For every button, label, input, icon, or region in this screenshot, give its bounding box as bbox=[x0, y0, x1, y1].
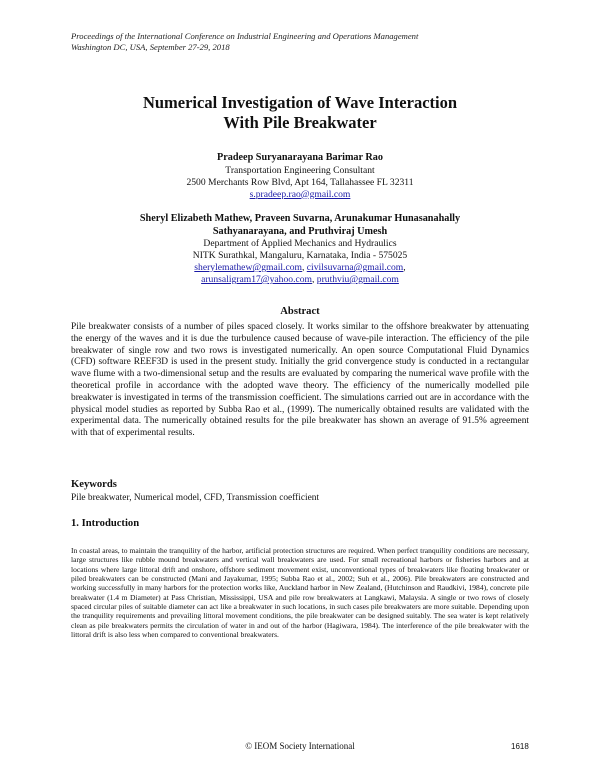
paper-title-line-1: Numerical Investigation of Wave Interaction bbox=[142, 93, 458, 112]
paper-title-line-2: With Pile Breakwater bbox=[223, 113, 377, 132]
keywords-heading: Keywords bbox=[71, 479, 117, 490]
abstract-paragraph: Pile breakwater consists of a number of piles spaced closely. It works similar to the offshore breakwater by attenuating the energy of the waves and it is due the turbulence caused because of wave-pile interaction. The efficiency of the pile breakwater of single row and two rows is investigated numerically. An open source Computational Fluid Dynamics (CFD) software REEF3D is used in the present study. Initially the grid convergence study is conducted in a rectangular wave flume with a two-dimensional setup and the results are evaluated by comparing the numerical wave profile with the theoretical profile in accordance with the adopted wave theory. The efficiency of the numerically modelled pile breakwater is investigated in terms of the transmission coefficient. The simulations carried out are in accordance with the physical model studies as reported by Subba Rao et al., (1999). The numerically obtained results are validated with the experimental data. The numerically obtained results for the pile breakwater has shown an average of 91.5% agreement with that of experimental results. bbox=[71, 322, 529, 439]
abstract-heading: Abstract bbox=[280, 306, 320, 317]
author-address: 2500 Merchants Row Blvd, Apt 164, Tallahassee FL 32311 bbox=[186, 176, 414, 188]
co-author-institute: NITK Surathkal, Mangaluru, Karnataka, India - 575025 bbox=[192, 250, 408, 261]
author-affiliation: Transportation Engineering Consultant bbox=[225, 164, 375, 176]
introduction-heading: 1. Introduction bbox=[71, 518, 140, 529]
proceedings-location-date: Washington DC, USA, September 27-29, 2018 bbox=[71, 42, 230, 52]
co-author-email-link-3[interactable]: arunsaligram17@yahoo.com bbox=[201, 274, 312, 285]
co-author-department: Department of Applied Mechanics and Hydraulics bbox=[203, 238, 397, 249]
keywords-list: Pile breakwater, Numerical model, CFD, Transmission coefficient bbox=[71, 493, 320, 503]
co-author-email-link-2[interactable]: civilsuvarna@gmail.com bbox=[306, 262, 404, 273]
co-author-email-link-1[interactable]: sherylemathew@gmail.com bbox=[194, 262, 302, 273]
author-name: Pradeep Suryanarayana Barimar Rao bbox=[217, 152, 383, 163]
author-email-link[interactable]: s.pradeep.rao@gmail.com bbox=[249, 188, 351, 200]
co-author-names-line-2: Sathyanarayana, and Pruthviraj Umesh bbox=[212, 225, 388, 237]
proceedings-title: Proceedings of the International Conference on Industrial Engineering and Operations Management bbox=[71, 31, 419, 41]
paper-title bbox=[60, 93, 540, 133]
page-number: 1618 bbox=[511, 742, 529, 751]
author-block-2: Sheryl Elizabeth Mathew, Praveen Suvarna, Arunakumar Hunasanahally Sathyanarayana, and Pruthviraj Umesh Department of Applied Mechanics and Hydraulics NITK Surathkal, Mangaluru, Karnataka, India - 575025 sherylemathew@gmail.com, civilsuvarna@gmail.com, arunsaligram17@yahoo.com, pruthviu@gmail.com bbox=[60, 213, 540, 286]
co-author-names-line-1: Sheryl Elizabeth Mathew, Praveen Suvarna, Arunakumar Hunasanahally bbox=[139, 213, 461, 224]
author-block-1 bbox=[60, 152, 540, 201]
proceedings-header bbox=[71, 31, 541, 53]
introduction-paragraph: In coastal areas, to maintain the tranquility of the harbor, artificial protection structures are required. When perfect tranquility conditions are necessary, large structures like rubble mound breakwaters and vertical wall breakwaters are used. For small recreational harbors or fisheries harbors and at locations where large littoral drift and onshore, offshore sediment movement exist, unconventional types of breakwaters like floating breakwater or piled breakwaters can be constructed (Mani and Jayakumar, 1995; Subba Rao et al., 2002; Suh et al., 2006). Pile breakwaters are constructed and working successfully in many harbors for the protection works like, Auckland harbor in New Zealand, (Hutchinson and Raudkivi, 1984), concrete pile breakwater (1.4 m Diameter) at Pass Christian, Mississippi, USA and pile row breakwaters at Langkawi, Malaysia. A single or two rows of closely spaced circular piles of suitable diameter can act like a breakwater in such locations, in such cases pile breakwaters are more suitable. Depending upon the tranquility requirements and prevailing littoral movement conditions, the pile breakwater can be designed suitably. The sea water is kept relatively clean as pile breakwaters permits the circulation of water in and out of the harbor (Hagiwara, 1984). The interference of the pile breakwater with the littoral drift is also less when compared to conventional breakwaters. bbox=[71, 546, 529, 640]
footer-copyright: © IEOM Society International bbox=[245, 741, 355, 751]
co-author-email-link-4[interactable]: pruthviu@gmail.com bbox=[316, 274, 399, 285]
